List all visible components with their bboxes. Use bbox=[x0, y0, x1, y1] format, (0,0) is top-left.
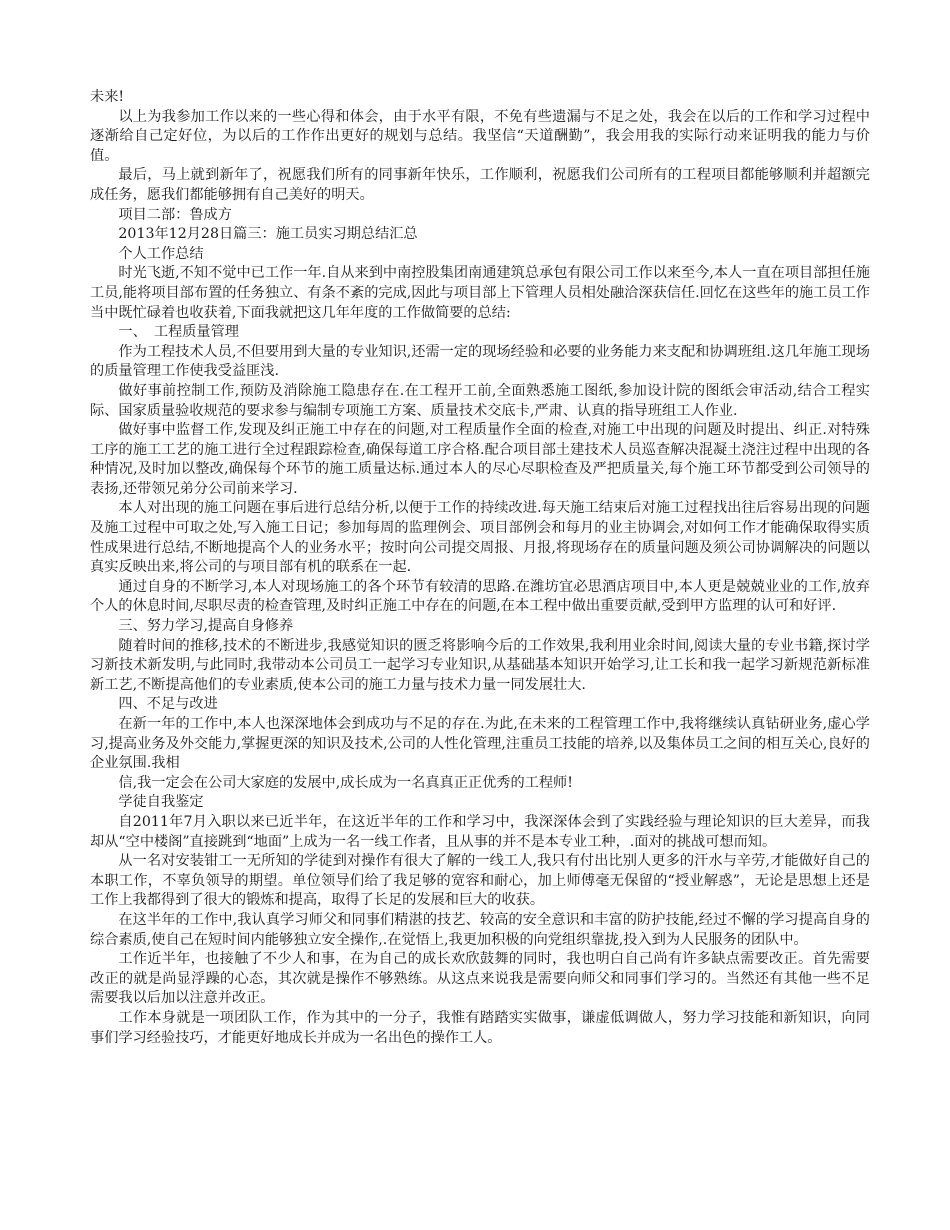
paragraph-p17: 信,我一定会在公司大家庭的发展中,成长成为一名真真正正优秀的工程师! bbox=[118, 774, 573, 791]
paragraph-p19: 自2011年7月入职以来已近半年，在这近半年的工作和学习中，我深深体会到了实践经验与理论知识的巨大差异，而我却从“空中楼阁”直接跳到“地面”上成为一名一线工作者，且从事的并不是本专业工种，.面对的挑战可想而知。 bbox=[90, 813, 870, 850]
paragraph-p20: 从一名对安装钳工一无所知的学徒到对操作有很大了解的一线工人,我只有付出比别人更多的汗水与辛劳,才能做好自己的本职工作，不辜负领导的期望。单位领导们给了我足够的宽容和耐心，加上师傅毫无保留的“授业解惑”，无论是思想上还是工作上我都得到了很大的锻炼和提高，取得了长足的发展和巨大的收获。 bbox=[90, 853, 870, 909]
paragraph-p16: 在新一年的工作中,本人也深深地体会到成功与不足的存在.为此,在未来的工程管理工作中,我将继续认真钻研业务,虚心学习,提高业务及外交能力,掌握更深的知识及技术,公司的人性化管理,注重员工技能的培养,以及集体员工之间的相互关心,良好的企业氛围.我相 bbox=[90, 716, 870, 772]
paragraph-p15: 四、不足与改进 bbox=[118, 696, 218, 713]
paragraph-p12: 通过自身的不断学习,本人对现场施工的各个环节有较清的思路.在潍坊宜必思酒店项目中,本人更是兢兢业业的工作,放弃个人的休息时间,尽职尽责的检查管理,及时纠正施工中存在的问题,在本工程中做出重要贡献,受到甲方监理的认可和好评. bbox=[90, 578, 870, 615]
paragraph-p4: 2013年12月28日篇三：施工员实习期总结汇总 bbox=[118, 226, 418, 243]
paragraph-p9: 做好事前控制工作,预防及消除施工隐患存在.在工程开工前,全面熟悉施工图纸,参加设计院的图纸会审活动,结合工程实际、国家质量验收规范的要求参与编制专项施工方案、质量技术交底卡,严肃、认真的指导班组工人作业. bbox=[90, 382, 870, 419]
paragraph-p1: 以上为我参加工作以来的一些心得和体会，由于水平有限，不免有些遗漏与不足之处，我会在以后的工作和学习过程中逐渐给自己定好位，为以后的工作作出更好的规划与总结。我坚信“天道酬勤”，我会用我的实际行动来证明我的能力与价值。 bbox=[90, 108, 870, 164]
paragraph-p6: 时光飞逝,不知不觉中已工作一年.自从来到中南控股集团南通建筑总承包有限公司工作以来至今,本人一直在项目部担任施工员,能将项目部布置的任务独立、有条不紊的完成,因此与项目部上下管理人员相处融洽深获信任.回忆在这些年的施工员工作当中既忙碌着也收获着,下面我就把这几年年度的工作做简要的总结: bbox=[90, 265, 870, 321]
paragraph-p10: 做好事中监督工作,发现及纠正施工中存在的问题,对工程质量作全面的检查,对施工中出现的问题及时提出、纠正.对特殊工序的施工工艺的施工进行全过程跟踪检查,确保每道工序合格.配合项目部土建技术人员巡查解决混凝土浇注过程中出现的各种情况,及时加以整改,确保每个环节的施工质量达标.通过本人的尽心尽职检查及严把质量关,每个施工环节都受到公司领导的表扬,还带领兄弟分公司前来学习. bbox=[90, 422, 870, 497]
paragraph-p5: 个人工作总结 bbox=[118, 245, 204, 262]
paragraph-p21: 在这半年的工作中,我认真学习师父和同事们精湛的技艺、较高的安全意识和丰富的防护技能,经过不懈的学习提高自身的综合素质,使自己在短时间内能够独立安全操作,.在觉悟上,我更加积极的向党组织靠拢,投入到为人民服务的团队中。 bbox=[90, 911, 870, 948]
paragraph-p14: 随着时间的推移,技术的不断进步,我感觉知识的匮乏将影响今后的工作效果,我利用业余时间,阅读大量的专业书籍,探讨学习新技术新发明,与此同时,我带动本公司员工一起学习专业知识,从基础基本知识开始学习,让工长和我一起学习新规范新标准新工艺,不断提高他们的专业素质,使本公司的施工力量与技术力量一同发展壮大. bbox=[90, 637, 870, 693]
document-body bbox=[90, 88, 870, 1048]
paragraph-p7: 一、 工程质量管理 bbox=[118, 324, 239, 341]
paragraph-p2: 最后，马上就到新年了，祝愿我们所有的同事新年快乐，工作顺利，祝愿我们公司所有的工程项目都能够顺利并超额完成任务，愿我们都能够拥有自己美好的明天。 bbox=[90, 167, 870, 203]
paragraph-p18: 学徒自我鉴定 bbox=[118, 794, 204, 811]
paragraph-p0: 未来! bbox=[90, 89, 125, 105]
paragraph-p3: 项目二部：鲁成方 bbox=[118, 206, 232, 223]
paragraph-p13: 三、努力学习,提高自身修养 bbox=[118, 618, 294, 635]
paragraph-p23: 工作本身就是一项团队工作，作为其中的一分子，我惟有踏踏实实做事，谦虚低调做人，努力学习技能和新知识，向同事们学习经验技巧，才能更好地成长并成为一名出色的操作工人。 bbox=[90, 1009, 870, 1046]
paragraph-p11: 本人对出现的施工问题在事后进行总结分析,以便于工作的持续改进.每天施工结束后对施工过程找出往后容易出现的问题及施工过程中可取之处,写入施工日记；参加每周的监理例会、项目部例会和每月的业主协调会,对如何工作才能确保取得实质性成果进行总结,不断地提高个人的业务水平；按时向公司提交周报、月报,将现场存在的质量问题及须公司协调解决的问题以真实反映出来,将公司的与项目部有机的联系在一起. bbox=[90, 500, 870, 576]
paragraph-p22: 工作近半年，也接触了不少人和事，在为自己的成长欢欣鼓舞的同时，我也明白自己尚有许多缺点需要改正。首先需要改正的就是尚显浮躁的心态，其次就是操作不够熟练。从这点来说我是需要向师父和同事们学习的。当然还有其他一些不足需要我以后加以注意并改正。 bbox=[90, 951, 870, 1007]
paragraph-p8: 作为工程技术人员,不但要用到大量的专业知识,还需一定的现场经验和必要的业务能力来支配和协调班组.这几年施工现场的质量管理工作使我受益匪浅. bbox=[90, 343, 870, 380]
